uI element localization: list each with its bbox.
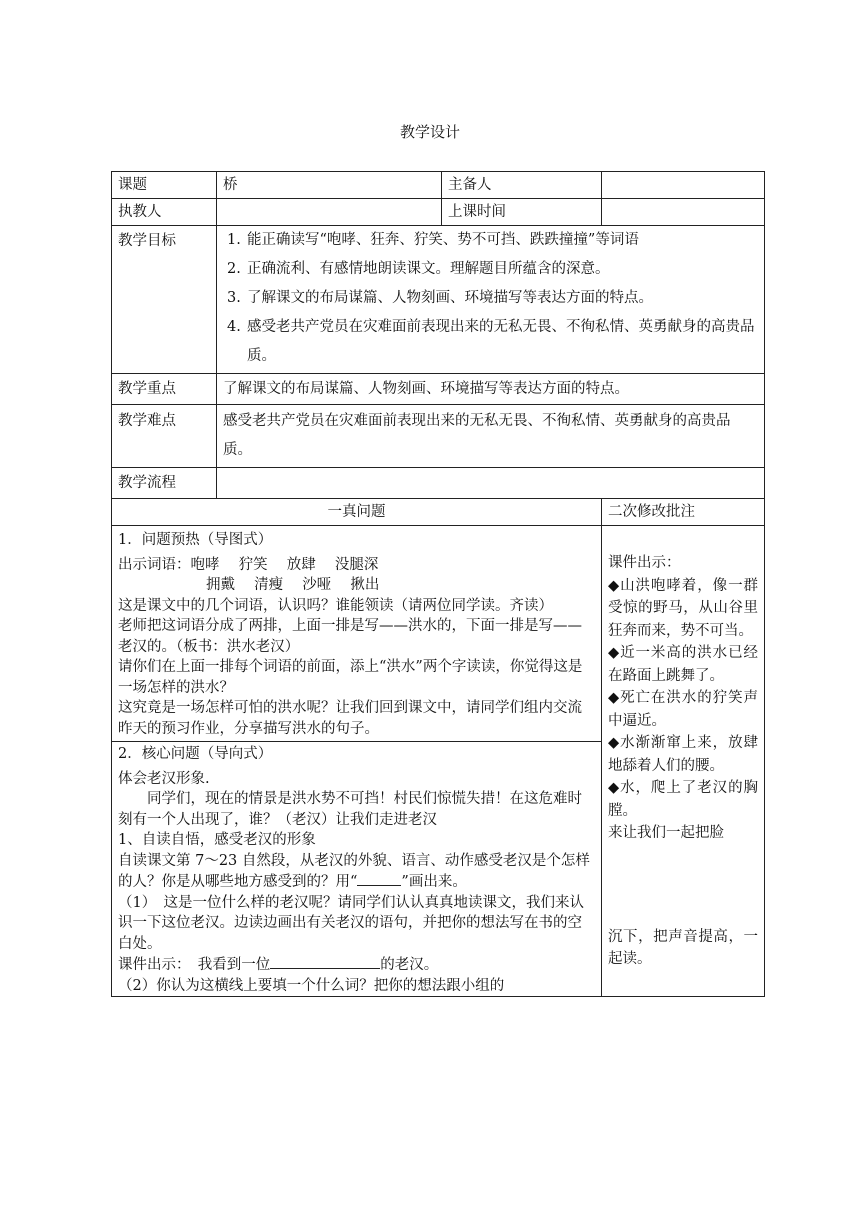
fill-blank — [270, 954, 380, 969]
flow-value — [217, 468, 765, 499]
section2-paragraph: 1、自读自悟，感受老汉的形象 — [118, 832, 316, 848]
section1-row — [112, 526, 765, 742]
revision-notes-cell — [602, 526, 765, 997]
difficulty-row — [112, 405, 765, 468]
section2-paragraph: 课件出示： 我看到一位 的老汉。 — [118, 954, 595, 976]
section2-heading: 2．核心问题（导向式） — [118, 746, 273, 762]
section2-paragraph: （2）你认为这横线上要填一个什么词？把你的想法跟小组的 — [118, 977, 505, 994]
goal-item: 1. 能正确读写“咆哮、狂奔、狞笑、势不可挡、跌跌撞撞”等词语 — [227, 232, 639, 248]
notes-intro: 课件出示： — [608, 555, 681, 571]
preparer-value — [602, 172, 765, 199]
notes-item: ◆水，爬上了老汉的胸膛。 — [608, 780, 758, 819]
teacher-value — [217, 199, 442, 226]
section2-cell — [112, 742, 602, 997]
section1-paragraph: 这是课文中的几个词语，认识吗？谁能领读（请两位同学读。齐读） — [118, 597, 553, 614]
column-header-right: 二次修改批注 — [602, 499, 765, 526]
key-point-label: 教学重点 — [112, 374, 217, 405]
topic-label: 课题 — [112, 172, 217, 199]
section1-paragraph: 这究竟是一场怎样可怕的洪水呢？让我们回到课文中，请同学们组内交流昨天的预习作业，分享描写洪水的句子。 — [118, 700, 582, 737]
key-point-text: 了解课文的布局谋篇、人物刻画、环境描写等表达方面的特点。 — [217, 374, 765, 405]
underline-blank — [357, 871, 401, 886]
notes-item: ◆水渐渐窜上来，放肆地舔着人们的腰。 — [608, 735, 758, 774]
notes-item: ◆死亡在洪水的狞笑声中逼近。 — [608, 690, 758, 729]
preparer-label: 主备人 — [442, 172, 602, 199]
difficulty-text: 感受老共产党员在灾难面前表现出来的无私无畏、不徇私情、英勇献身的高贵品质。 — [217, 405, 765, 468]
section2-paragraph: 体会老汉形象. — [118, 770, 210, 787]
section2-paragraph: 同学们，现在的情景是洪水势不可挡！村民们惊慌失措！在这危难时刻有一个人出现了，谁？（老汉）让我们走进老汉 — [118, 791, 582, 828]
section1-heading: 1．问题预热（导图式） — [118, 532, 273, 548]
section1-words-line2: 拥戴 清瘦 沙哑 揪出 — [206, 577, 380, 593]
goals-list — [223, 226, 758, 371]
notes-line: 沉下，把声音提高，一起读。 — [608, 928, 758, 967]
time-value — [602, 199, 765, 226]
teacher-label: 执教人 — [112, 199, 217, 226]
topic-value: 桥 — [217, 172, 442, 199]
notes-line: 来让我们一起把脸 — [608, 825, 724, 841]
document-title: 教学设计 — [399, 123, 460, 141]
goals-cell — [217, 226, 765, 374]
section1-cell — [112, 526, 602, 742]
goals-label: 教学目标 — [112, 226, 217, 374]
teacher-row — [112, 199, 765, 226]
notes-item: ◆近一米高的洪水已经在路面上跳舞了。 — [608, 645, 758, 684]
column-header-left: 一真问题 — [112, 499, 602, 526]
flow-label: 教学流程 — [112, 468, 217, 499]
column-header-row — [112, 499, 765, 526]
topic-row — [112, 172, 765, 199]
goal-item: 2. 正确流利、有感情地朗读课文。理解题目所蕴含的深意。 — [227, 261, 610, 277]
section1-paragraph: 老师把这词语分成了两排，上面一排是写——洪水的，下面一排是写——老汉的。（板书：洪水老汉） — [118, 618, 582, 655]
goal-item: 4. 感受老共产党员在灾难面前表现出来的无私无畏、不徇私情、英勇献身的高贵品质。 — [227, 319, 755, 364]
goal-item: 3. 了解课文的布局谋篇、人物刻画、环境描写等表达方面的特点。 — [227, 290, 653, 306]
lesson-plan-table — [111, 171, 765, 997]
key-point-row — [112, 374, 765, 405]
section2-paragraph: （1） 这是一位什么样的老汉呢？请同学们认认真真地读课文，我们来认识一下这位老汉。边读边画出有关老汉的语句，并把你的想法写在书的空白处。 — [118, 894, 584, 952]
section2-paragraph: 自读课文第 7～23 自然段，从老汉的外貌、语言、动作感受老汉是个怎样的人？你是从哪些地方感受到的？用“ ”画出来。 — [118, 852, 590, 890]
flow-row — [112, 468, 765, 499]
time-label: 上课时间 — [442, 199, 602, 226]
notes-item: ◆山洪咆哮着，像一群受惊的野马，从山谷里狂奔而来，势不可当。 — [608, 577, 758, 639]
section1-words-line1: 出示词语：咆哮 狞笑 放肆 没腿深 — [118, 556, 379, 573]
section1-paragraph: 请你们在上面一排每个词语的前面，添上“洪水”两个字读读，你觉得这是一场怎样的洪水？ — [118, 659, 583, 696]
goals-row — [112, 226, 765, 374]
difficulty-label: 教学难点 — [112, 405, 217, 468]
